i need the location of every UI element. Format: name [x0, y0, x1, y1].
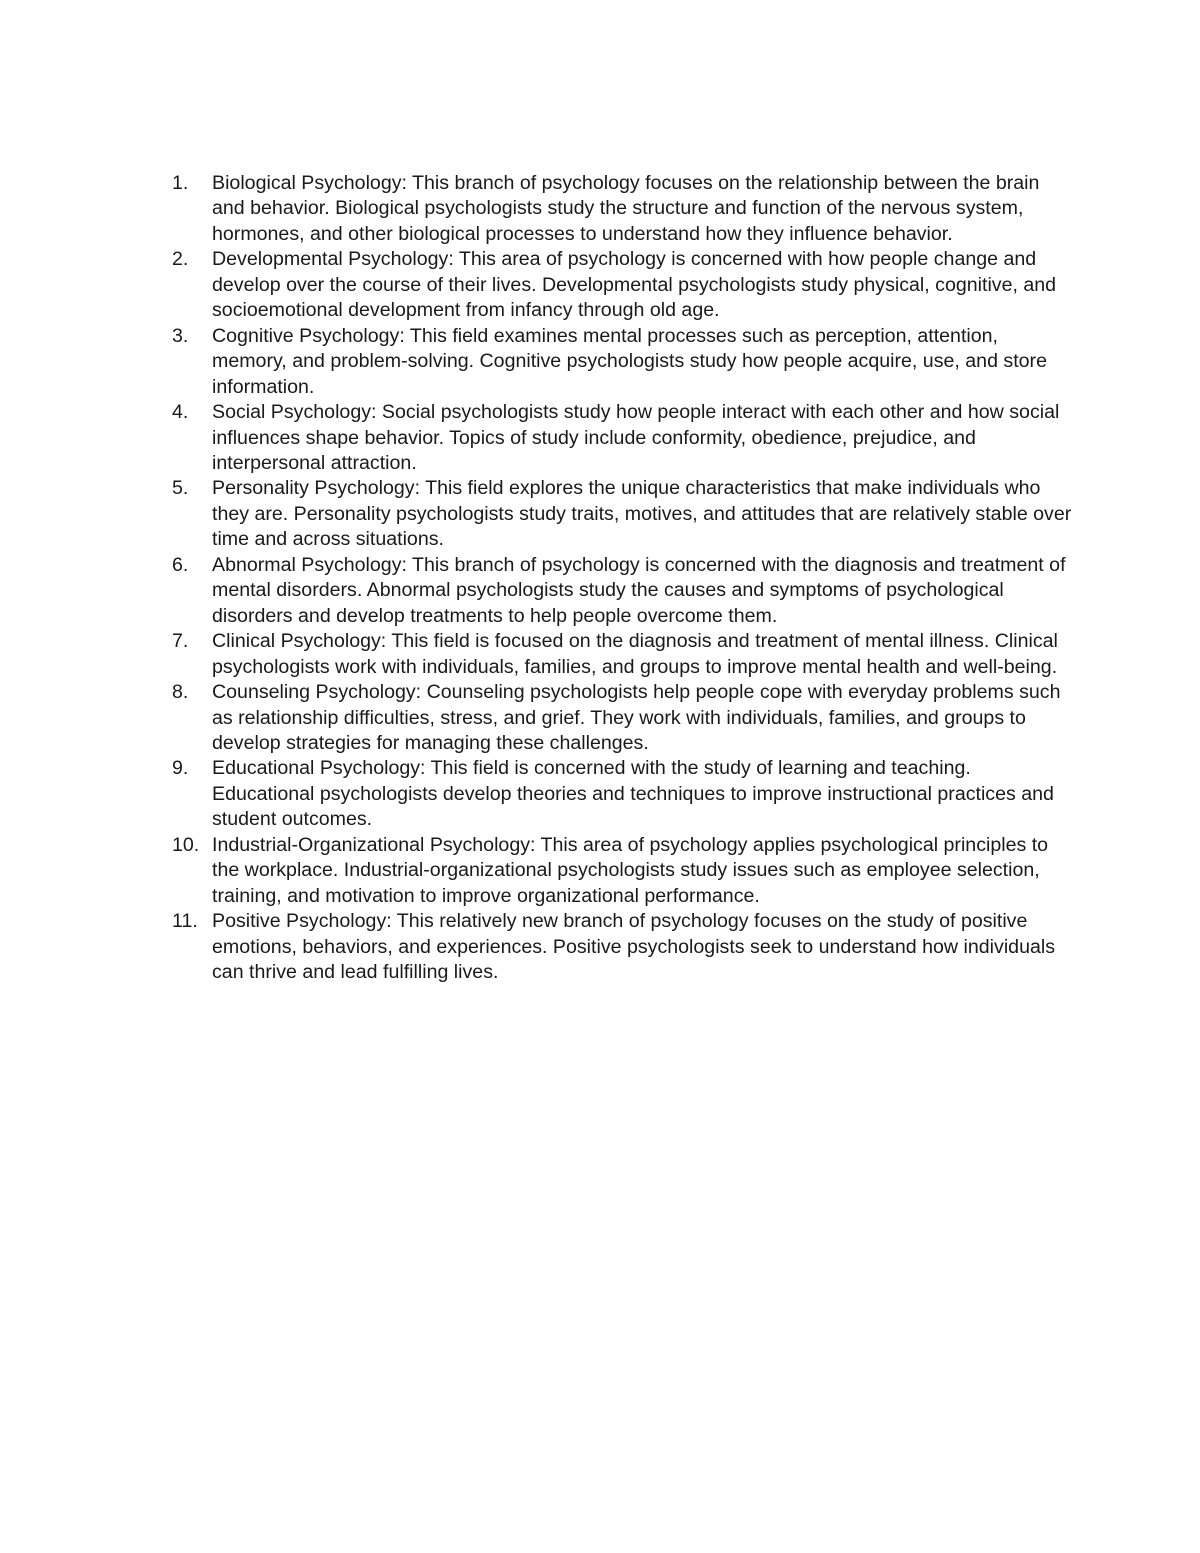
list-item	[172, 909, 1072, 985]
list-item-text: Clinical Psychology: This field is focused on the diagnosis and treatment of mental illness. Clinical psychologists work with individuals, families, and groups to improve mental health and well-being.	[212, 630, 1058, 678]
list-item-text: Cognitive Psychology: This field examines mental processes such as perception, attention, memory, and problem-solving. Cognitive psychologists study how people acquire, use, and store information.	[212, 324, 1047, 398]
list-item	[172, 400, 1072, 476]
list-item-text: Counseling Psychology: Counseling psychologists help people cope with everyday problems such as relationship difficulties, stress, and grief. They work with individuals, families, and groups to develop strategies for managing these challenges.	[212, 681, 1061, 754]
list-item	[172, 171, 1072, 247]
list-item-number: 8.	[172, 681, 189, 704]
list-item-number: 7.	[172, 630, 189, 653]
list-item-number: 4.	[172, 401, 189, 424]
list-item-text: Educational Psychology: This field is concerned with the study of learning and teaching. Educational psychologists develop theories and techniques to improve instructional practices and student outcomes.	[212, 757, 1054, 831]
list-item-text: Abnormal Psychology: This branch of psychology is concerned with the diagnosis and treatment of mental disorders. Abnormal psychologists study the causes and symptoms of psychological disorders and develop treatments to help people overcome them.	[212, 553, 1066, 627]
list-item-number: 1.	[172, 172, 189, 194]
list-item	[172, 756, 1072, 832]
list-item	[172, 324, 1072, 400]
list-item-text: Developmental Psychology: This area of psychology is concerned with how people change and develop over the course of their lives. Developmental psychologists study physical, cognitive, and socioemotional development from infancy through old age.	[212, 248, 1057, 322]
list-item	[172, 833, 1072, 909]
list-item	[172, 476, 1072, 552]
list-item	[172, 553, 1072, 629]
list-item-text: Personality Psychology: This field explores the unique characteristics that make individuals who they are. Personality psychologists study traits, motives, and attitudes that are relatively stable over time and across situations.	[212, 477, 1072, 551]
list-item-number: 10.	[172, 833, 200, 856]
list-item-number: 5.	[172, 477, 189, 500]
list-item-number: 11.	[172, 910, 198, 933]
list-item-number: 3.	[172, 324, 189, 347]
psychology-branches-list	[172, 171, 1072, 986]
list-item-text: Biological Psychology: This branch of psychology focuses on the relationship between the brain and behavior. Biological psychologists study the structure and function of the nervous system, hormones, and other biological processes to understand how they influence behavior.	[212, 172, 1040, 245]
list-item-text: Social Psychology: Social psychologists study how people interact with each other and how social influences shape behavior. Topics of study include conformity, obedience, prejudice, and interpersonal attraction.	[212, 401, 1060, 474]
list-item	[172, 680, 1072, 756]
list-item-text: Industrial-Organizational Psychology: This area of psychology applies psychological principles to the workplace. Industrial-organizational psychologists study issues such as employee selection, training, and motivation to improve organizational performance.	[212, 833, 1049, 907]
list-item-number: 6.	[172, 553, 189, 576]
list-item-text: Positive Psychology: This relatively new branch of psychology focuses on the study of positive emotions, behaviors, and experiences. Positive psychologists seek to understand how individuals can thrive and lead fulfilling lives.	[212, 910, 1056, 984]
list-item-number: 2.	[172, 248, 189, 271]
list-item	[172, 629, 1072, 680]
document-body	[172, 171, 1072, 986]
list-item	[172, 247, 1072, 323]
list-item-number: 9.	[172, 757, 189, 780]
